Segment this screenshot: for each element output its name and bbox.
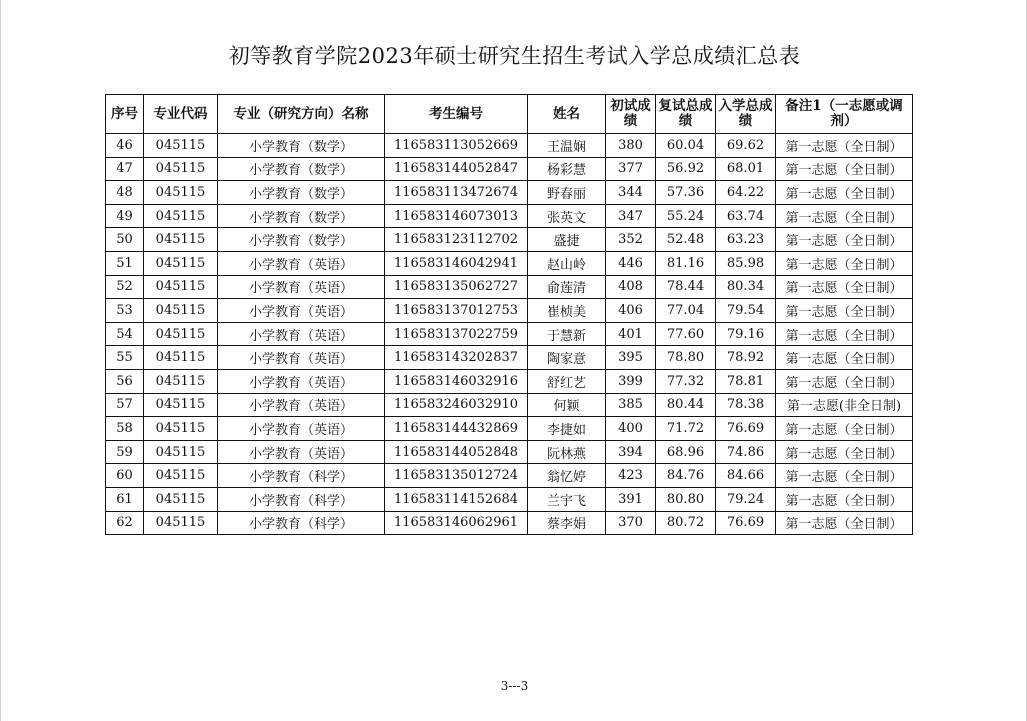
cell-retest-score: 52.48 (656, 228, 716, 252)
cell-total-score: 85.98 (716, 251, 776, 275)
cell-exam-id: 116583114152684 (385, 487, 528, 511)
cell-major-code: 045115 (144, 204, 218, 228)
cell-name: 兰宇飞 (528, 487, 606, 511)
cell-initial-score: 401 (606, 322, 656, 346)
cell-major-name: 小学教育（科学） (218, 487, 385, 511)
cell-name: 陶家意 (528, 346, 606, 370)
cell-major-code: 045115 (144, 464, 218, 488)
cell-major-name: 小学教育（数学） (218, 181, 385, 205)
cell-exam-id: 116583146062961 (385, 511, 528, 535)
cell-index: 50 (106, 228, 144, 252)
table-row (106, 299, 913, 323)
header-remark: 备注1（一志愿或调剂） (776, 95, 913, 134)
cell-major-name: 小学教育（英语） (218, 369, 385, 393)
table-row (106, 346, 913, 370)
cell-retest-score: 60.04 (656, 134, 716, 158)
cell-retest-score: 80.80 (656, 487, 716, 511)
table-row (106, 464, 913, 488)
cell-exam-id: 116583144052848 (385, 440, 528, 464)
cell-major-name: 小学教育（英语） (218, 393, 385, 417)
cell-initial-score: 347 (606, 204, 656, 228)
cell-exam-id: 116583143202837 (385, 346, 528, 370)
cell-remark: 第一志愿（全日制） (776, 157, 913, 181)
table-body (106, 134, 913, 535)
cell-major-name: 小学教育（数学） (218, 228, 385, 252)
cell-index: 48 (106, 181, 144, 205)
table-row (106, 369, 913, 393)
cell-major-code: 045115 (144, 511, 218, 535)
cell-total-score: 69.62 (716, 134, 776, 158)
cell-name: 于慧新 (528, 322, 606, 346)
cell-index: 59 (106, 440, 144, 464)
cell-remark: 第一志愿（全日制） (776, 181, 913, 205)
table-row (106, 134, 913, 158)
cell-major-name: 小学教育（英语） (218, 440, 385, 464)
cell-exam-id: 116583135062727 (385, 275, 528, 299)
cell-retest-score: 84.76 (656, 464, 716, 488)
cell-exam-id: 116583113472674 (385, 181, 528, 205)
cell-total-score: 76.69 (716, 417, 776, 441)
cell-index: 55 (106, 346, 144, 370)
cell-initial-score: 408 (606, 275, 656, 299)
table-row (106, 204, 913, 228)
table-header-row (106, 95, 913, 134)
table-row (106, 181, 913, 205)
cell-index: 51 (106, 251, 144, 275)
cell-exam-id: 116583146032916 (385, 369, 528, 393)
cell-exam-id: 116583144432869 (385, 417, 528, 441)
cell-remark: 第一志愿(非全日制) (776, 393, 913, 417)
cell-major-code: 045115 (144, 369, 218, 393)
cell-retest-score: 80.44 (656, 393, 716, 417)
cell-initial-score: 380 (606, 134, 656, 158)
cell-major-name: 小学教育（数学） (218, 134, 385, 158)
page-number: 3---3 (500, 679, 529, 693)
cell-retest-score: 56.92 (656, 157, 716, 181)
cell-exam-id: 116583137012753 (385, 299, 528, 323)
cell-initial-score: 370 (606, 511, 656, 535)
cell-remark: 第一志愿（全日制） (776, 322, 913, 346)
cell-initial-score: 391 (606, 487, 656, 511)
header-retest-score: 复试总成绩 (656, 95, 716, 134)
cell-retest-score: 55.24 (656, 204, 716, 228)
cell-total-score: 68.01 (716, 157, 776, 181)
cell-exam-id: 116583146073013 (385, 204, 528, 228)
cell-index: 47 (106, 157, 144, 181)
cell-initial-score: 406 (606, 299, 656, 323)
cell-name: 盛捷 (528, 228, 606, 252)
cell-initial-score: 377 (606, 157, 656, 181)
cell-major-code: 045115 (144, 393, 218, 417)
cell-total-score: 80.34 (716, 275, 776, 299)
table-row (106, 157, 913, 181)
cell-remark: 第一志愿（全日制） (776, 275, 913, 299)
table-row (106, 440, 913, 464)
cell-index: 57 (106, 393, 144, 417)
cell-major-name: 小学教育（数学） (218, 157, 385, 181)
cell-name: 阮林燕 (528, 440, 606, 464)
cell-total-score: 78.92 (716, 346, 776, 370)
header-major-code: 专业代码 (144, 95, 218, 134)
cell-initial-score: 399 (606, 369, 656, 393)
cell-remark: 第一志愿（全日制） (776, 204, 913, 228)
cell-major-name: 小学教育（科学） (218, 464, 385, 488)
header-index: 序号 (106, 95, 144, 134)
table-row (106, 322, 913, 346)
table-row (106, 487, 913, 511)
cell-major-code: 045115 (144, 417, 218, 441)
cell-total-score: 64.22 (716, 181, 776, 205)
cell-remark: 第一志愿（全日制） (776, 487, 913, 511)
cell-major-code: 045115 (144, 440, 218, 464)
cell-exam-id: 116583123112702 (385, 228, 528, 252)
cell-remark: 第一志愿（全日制） (776, 369, 913, 393)
cell-initial-score: 352 (606, 228, 656, 252)
cell-major-name: 小学教育（英语） (218, 251, 385, 275)
cell-major-code: 045115 (144, 134, 218, 158)
header-major-name: 专业（研究方向）名称 (218, 95, 385, 134)
cell-initial-score: 400 (606, 417, 656, 441)
cell-remark: 第一志愿（全日制） (776, 440, 913, 464)
cell-retest-score: 77.60 (656, 322, 716, 346)
cell-total-score: 78.38 (716, 393, 776, 417)
cell-exam-id: 116583113052669 (385, 134, 528, 158)
cell-remark: 第一志愿（全日制） (776, 346, 913, 370)
page-title: 初等教育学院2023年硕士研究生招生考试入学总成绩汇总表 (228, 44, 801, 68)
cell-index: 49 (106, 204, 144, 228)
header-name: 姓名 (528, 95, 606, 134)
cell-name: 张英文 (528, 204, 606, 228)
cell-name: 王温娴 (528, 134, 606, 158)
cell-index: 60 (106, 464, 144, 488)
cell-exam-id: 116583146042941 (385, 251, 528, 275)
header-total-score: 入学总成绩 (716, 95, 776, 134)
cell-name: 崔桢美 (528, 299, 606, 323)
cell-major-code: 045115 (144, 228, 218, 252)
cell-major-name: 小学教育（科学） (218, 511, 385, 535)
cell-index: 53 (106, 299, 144, 323)
cell-total-score: 79.54 (716, 299, 776, 323)
cell-remark: 第一志愿（全日制） (776, 511, 913, 535)
cell-major-code: 045115 (144, 251, 218, 275)
table-row (106, 275, 913, 299)
cell-initial-score: 385 (606, 393, 656, 417)
table-row (106, 251, 913, 275)
cell-total-score: 84.66 (716, 464, 776, 488)
cell-name: 翁忆婷 (528, 464, 606, 488)
cell-remark: 第一志愿（全日制） (776, 134, 913, 158)
cell-major-code: 045115 (144, 487, 218, 511)
header-exam-id: 考生编号 (385, 95, 528, 134)
header-initial-score: 初试成绩 (606, 95, 656, 134)
cell-name: 蔡李娟 (528, 511, 606, 535)
cell-name: 赵山岭 (528, 251, 606, 275)
cell-remark: 第一志愿（全日制） (776, 299, 913, 323)
cell-total-score: 79.24 (716, 487, 776, 511)
cell-index: 62 (106, 511, 144, 535)
cell-retest-score: 68.96 (656, 440, 716, 464)
cell-major-name: 小学教育（英语） (218, 346, 385, 370)
cell-total-score: 76.69 (716, 511, 776, 535)
cell-major-name: 小学教育（英语） (218, 275, 385, 299)
table-row (106, 417, 913, 441)
cell-major-name: 小学教育（英语） (218, 322, 385, 346)
cell-remark: 第一志愿（全日制） (776, 251, 913, 275)
cell-major-name: 小学教育（英语） (218, 299, 385, 323)
table-row (106, 511, 913, 535)
cell-initial-score: 395 (606, 346, 656, 370)
cell-exam-id: 116583246032910 (385, 393, 528, 417)
cell-retest-score: 57.36 (656, 181, 716, 205)
cell-exam-id: 116583144052847 (385, 157, 528, 181)
cell-total-score: 74.86 (716, 440, 776, 464)
cell-remark: 第一志愿（全日制） (776, 228, 913, 252)
cell-name: 何颖 (528, 393, 606, 417)
cell-major-code: 045115 (144, 346, 218, 370)
cell-major-code: 045115 (144, 181, 218, 205)
cell-retest-score: 81.16 (656, 251, 716, 275)
cell-initial-score: 344 (606, 181, 656, 205)
cell-initial-score: 446 (606, 251, 656, 275)
cell-major-code: 045115 (144, 322, 218, 346)
cell-retest-score: 78.44 (656, 275, 716, 299)
cell-name: 野春丽 (528, 181, 606, 205)
cell-index: 54 (106, 322, 144, 346)
cell-remark: 第一志愿（全日制） (776, 417, 913, 441)
score-table (105, 94, 913, 535)
cell-index: 52 (106, 275, 144, 299)
cell-name: 俞莲清 (528, 275, 606, 299)
cell-total-score: 79.16 (716, 322, 776, 346)
cell-major-name: 小学教育（数学） (218, 204, 385, 228)
cell-name: 舒红艺 (528, 369, 606, 393)
cell-name: 杨彩慧 (528, 157, 606, 181)
cell-retest-score: 77.32 (656, 369, 716, 393)
cell-initial-score: 423 (606, 464, 656, 488)
cell-major-code: 045115 (144, 157, 218, 181)
cell-initial-score: 394 (606, 440, 656, 464)
cell-name: 李捷如 (528, 417, 606, 441)
cell-index: 61 (106, 487, 144, 511)
cell-index: 46 (106, 134, 144, 158)
cell-major-code: 045115 (144, 275, 218, 299)
cell-exam-id: 116583135012724 (385, 464, 528, 488)
cell-retest-score: 80.72 (656, 511, 716, 535)
cell-exam-id: 116583137022759 (385, 322, 528, 346)
table-row (106, 393, 913, 417)
table-row (106, 228, 913, 252)
cell-remark: 第一志愿（全日制） (776, 464, 913, 488)
cell-retest-score: 71.72 (656, 417, 716, 441)
cell-index: 56 (106, 369, 144, 393)
cell-total-score: 63.23 (716, 228, 776, 252)
cell-retest-score: 78.80 (656, 346, 716, 370)
cell-total-score: 78.81 (716, 369, 776, 393)
cell-index: 58 (106, 417, 144, 441)
cell-major-name: 小学教育（英语） (218, 417, 385, 441)
cell-total-score: 63.74 (716, 204, 776, 228)
cell-retest-score: 77.04 (656, 299, 716, 323)
cell-major-code: 045115 (144, 299, 218, 323)
